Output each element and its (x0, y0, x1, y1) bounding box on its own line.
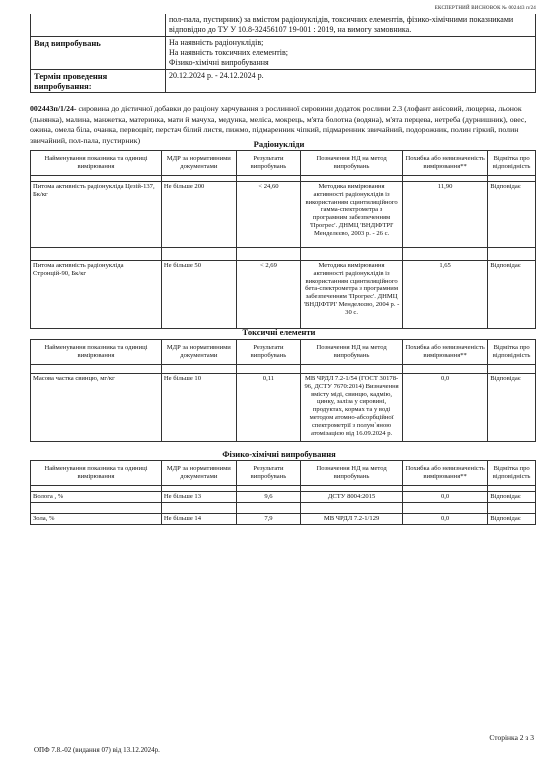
col-header-error: Похибка або невизначеність вимірювання** (402, 461, 487, 486)
row-name: Волога , % (31, 492, 162, 503)
col-header-results: Результати випробувань (236, 340, 300, 365)
col-header-mdr: МДР за нормативними документами (161, 340, 236, 365)
gap-row (31, 248, 536, 261)
col-header-mdr: МДР за нормативними документами (161, 461, 236, 486)
row-error: 0,0 (402, 374, 487, 442)
table-row (31, 513, 536, 524)
row-name: Масова частка свинцю, мг/кг (31, 374, 162, 442)
row-mark: Відповідає (488, 374, 536, 442)
row-method: МВ ЧРДЛ 7.2-1/129 (301, 513, 403, 524)
row-mark: Відповідає (488, 261, 536, 329)
test-type-values (166, 37, 536, 70)
col-header-mdr: МДР за нормативними документами (161, 151, 236, 176)
row-mdr: Не більше 14 (161, 513, 236, 524)
info-top-text: пол-пала, пустирник) за вмістом радіонуклідів, токсичних елементів, фізико-хімічними показниками відповідно до ТУ У 10.8-32456107 19-001 : 2019, на вимогу замовника. (166, 14, 536, 37)
section-title-toxic: Токсичні елементи (242, 327, 316, 337)
info-empty-cell (31, 14, 166, 37)
test-type-line: На наявність токсичних елементів; (169, 48, 289, 57)
radio-table (30, 150, 536, 329)
info-row-top (31, 14, 536, 37)
row-error: 1,65 (402, 261, 487, 329)
row-mark: Відповідає (488, 182, 536, 248)
page-number: Сторінка 2 з 3 (489, 733, 534, 742)
col-header-nd: Позначення НД на метод випробувань (301, 340, 403, 365)
row-mark: Відповідає (488, 513, 536, 524)
row-method: ДСТУ 8004:2015 (301, 492, 403, 503)
col-header-mark: Відмітка про відповідність (488, 461, 536, 486)
term-label: Термін проведення випробування: (31, 70, 166, 93)
col-header-nd: Позначення НД на метод випробувань (301, 151, 403, 176)
row-error: 0,0 (402, 492, 487, 503)
info-table (30, 14, 536, 93)
col-header-results: Результати випробувань (236, 151, 300, 176)
section-title-radio: Радіонукліди (253, 139, 305, 149)
row-mark: Відповідає (488, 492, 536, 503)
physchem-header-row (31, 461, 536, 486)
section-title-physchem: Фізико-хімічні випробування (222, 449, 336, 459)
row-result: < 24,60 (236, 182, 300, 248)
table-row (31, 182, 536, 248)
row-result: 0,11 (236, 374, 300, 442)
col-header-name: Найменування показника та одиниці вимірювання (31, 340, 162, 365)
row-result: 9,6 (236, 492, 300, 503)
table-row (31, 261, 536, 329)
row-mdr: Не більше 13 (161, 492, 236, 503)
table-row (31, 374, 536, 442)
col-header-mark: Відмітка про відповідність (488, 151, 536, 176)
test-type-label: Вид випробувань (31, 37, 166, 70)
form-code: ОПФ 7.8.-02 (видання 07) від 13.12.2024р. (34, 746, 160, 754)
info-row-test-type (31, 37, 536, 70)
radio-header-row (31, 151, 536, 176)
row-name: Питома активність радіонукліда Цезій-137, Бк/кг (31, 182, 162, 248)
row-name: Зола, % (31, 513, 162, 524)
col-header-results: Результати випробувань (236, 461, 300, 486)
gap-row (31, 502, 536, 513)
row-method: Методика вимірювання активності радіонуклідів із використанням сцинтиляційного гамма-спектрометра з програмним забезпеченням 'Прогрес'. ДНМЦ 'ВНДІФТРІ' Менделєєво, 2003 р. - 26 с. (301, 182, 403, 248)
sample-code: 002443п/1/24- (30, 104, 77, 113)
col-header-error: Похибка або невизначеність вимірювання** (402, 340, 487, 365)
term-value: 20.12.2024 р. - 24.12.2024 р. (166, 70, 536, 93)
col-header-error: Похибка або невизначеність вимірювання** (402, 151, 487, 176)
gap-row (31, 365, 536, 374)
row-name: Питома активність радіонукліда Стронцій-90, Бк/кг (31, 261, 162, 329)
toxic-header-row (31, 340, 536, 365)
row-result: < 2,69 (236, 261, 300, 329)
row-error: 11,90 (402, 182, 487, 248)
row-method: МВ ЧРДЛ 7.2-1/54 (ГОСТ 30178-96, ДСТУ 7670:2014) Визначення вмісту міді, свинцю, кадмію, цинку, заліза у сировині, продуктах, кормах та у воді методом атомно-абсорбційної спектрометрії з полум`яною атомізацією від 16.09.2024 р. (301, 374, 403, 442)
row-mdr: Не більше 10 (161, 374, 236, 442)
test-type-line: На наявність радіонуклідів; (169, 38, 264, 47)
toxic-table (30, 339, 536, 442)
info-row-term (31, 70, 536, 93)
test-type-line: Фізико-хімічні випробування (169, 58, 269, 67)
row-error: 0,0 (402, 513, 487, 524)
table-row (31, 492, 536, 503)
row-method: Методика вимірювання активності радіонуклідів із використанням сцинтиляційного бета-спектрометра з програмним забезпеченням 'Прогрес'. ДНМЦ 'ВНДІФТРІ' Менделєєво, 2004 р. - 30 с. (301, 261, 403, 329)
document-number-header: ЕКСПЕРТНИЙ ВИСНОВОК № 002443 п/24 (434, 6, 536, 11)
col-header-mark: Відмітка про відповідність (488, 340, 536, 365)
row-mdr: Не більше 50 (161, 261, 236, 329)
col-header-name: Найменування показника та одиниці вимірювання (31, 461, 162, 486)
row-mdr: Не більше 200 (161, 182, 236, 248)
col-header-nd: Позначення НД на метод випробувань (301, 461, 403, 486)
sample-text: сировина до дієтичної добавки до раціону харчування з рослинної сировини додаток рослини 2.3 (лофант анісовий, люцерна, льонок (льнянка), малина, манжетка, материнка, мати й мачуха, медунка, меліса, мокрець, м'ята болотна (водяна), м'ята перцева, нетреба (дурнишник), овес, ожина, омела біла, очанка, первоцвіт, перстач білий листя, пижмо, підмаренник чіпкий, підмаренник звичайний, подорожник, полин гіркий, полин звичайний, пол-пала, пустирник) (30, 104, 527, 145)
col-header-name: Найменування показника та одиниці вимірювання (31, 151, 162, 176)
row-result: 7,9 (236, 513, 300, 524)
physchem-table (30, 460, 536, 525)
